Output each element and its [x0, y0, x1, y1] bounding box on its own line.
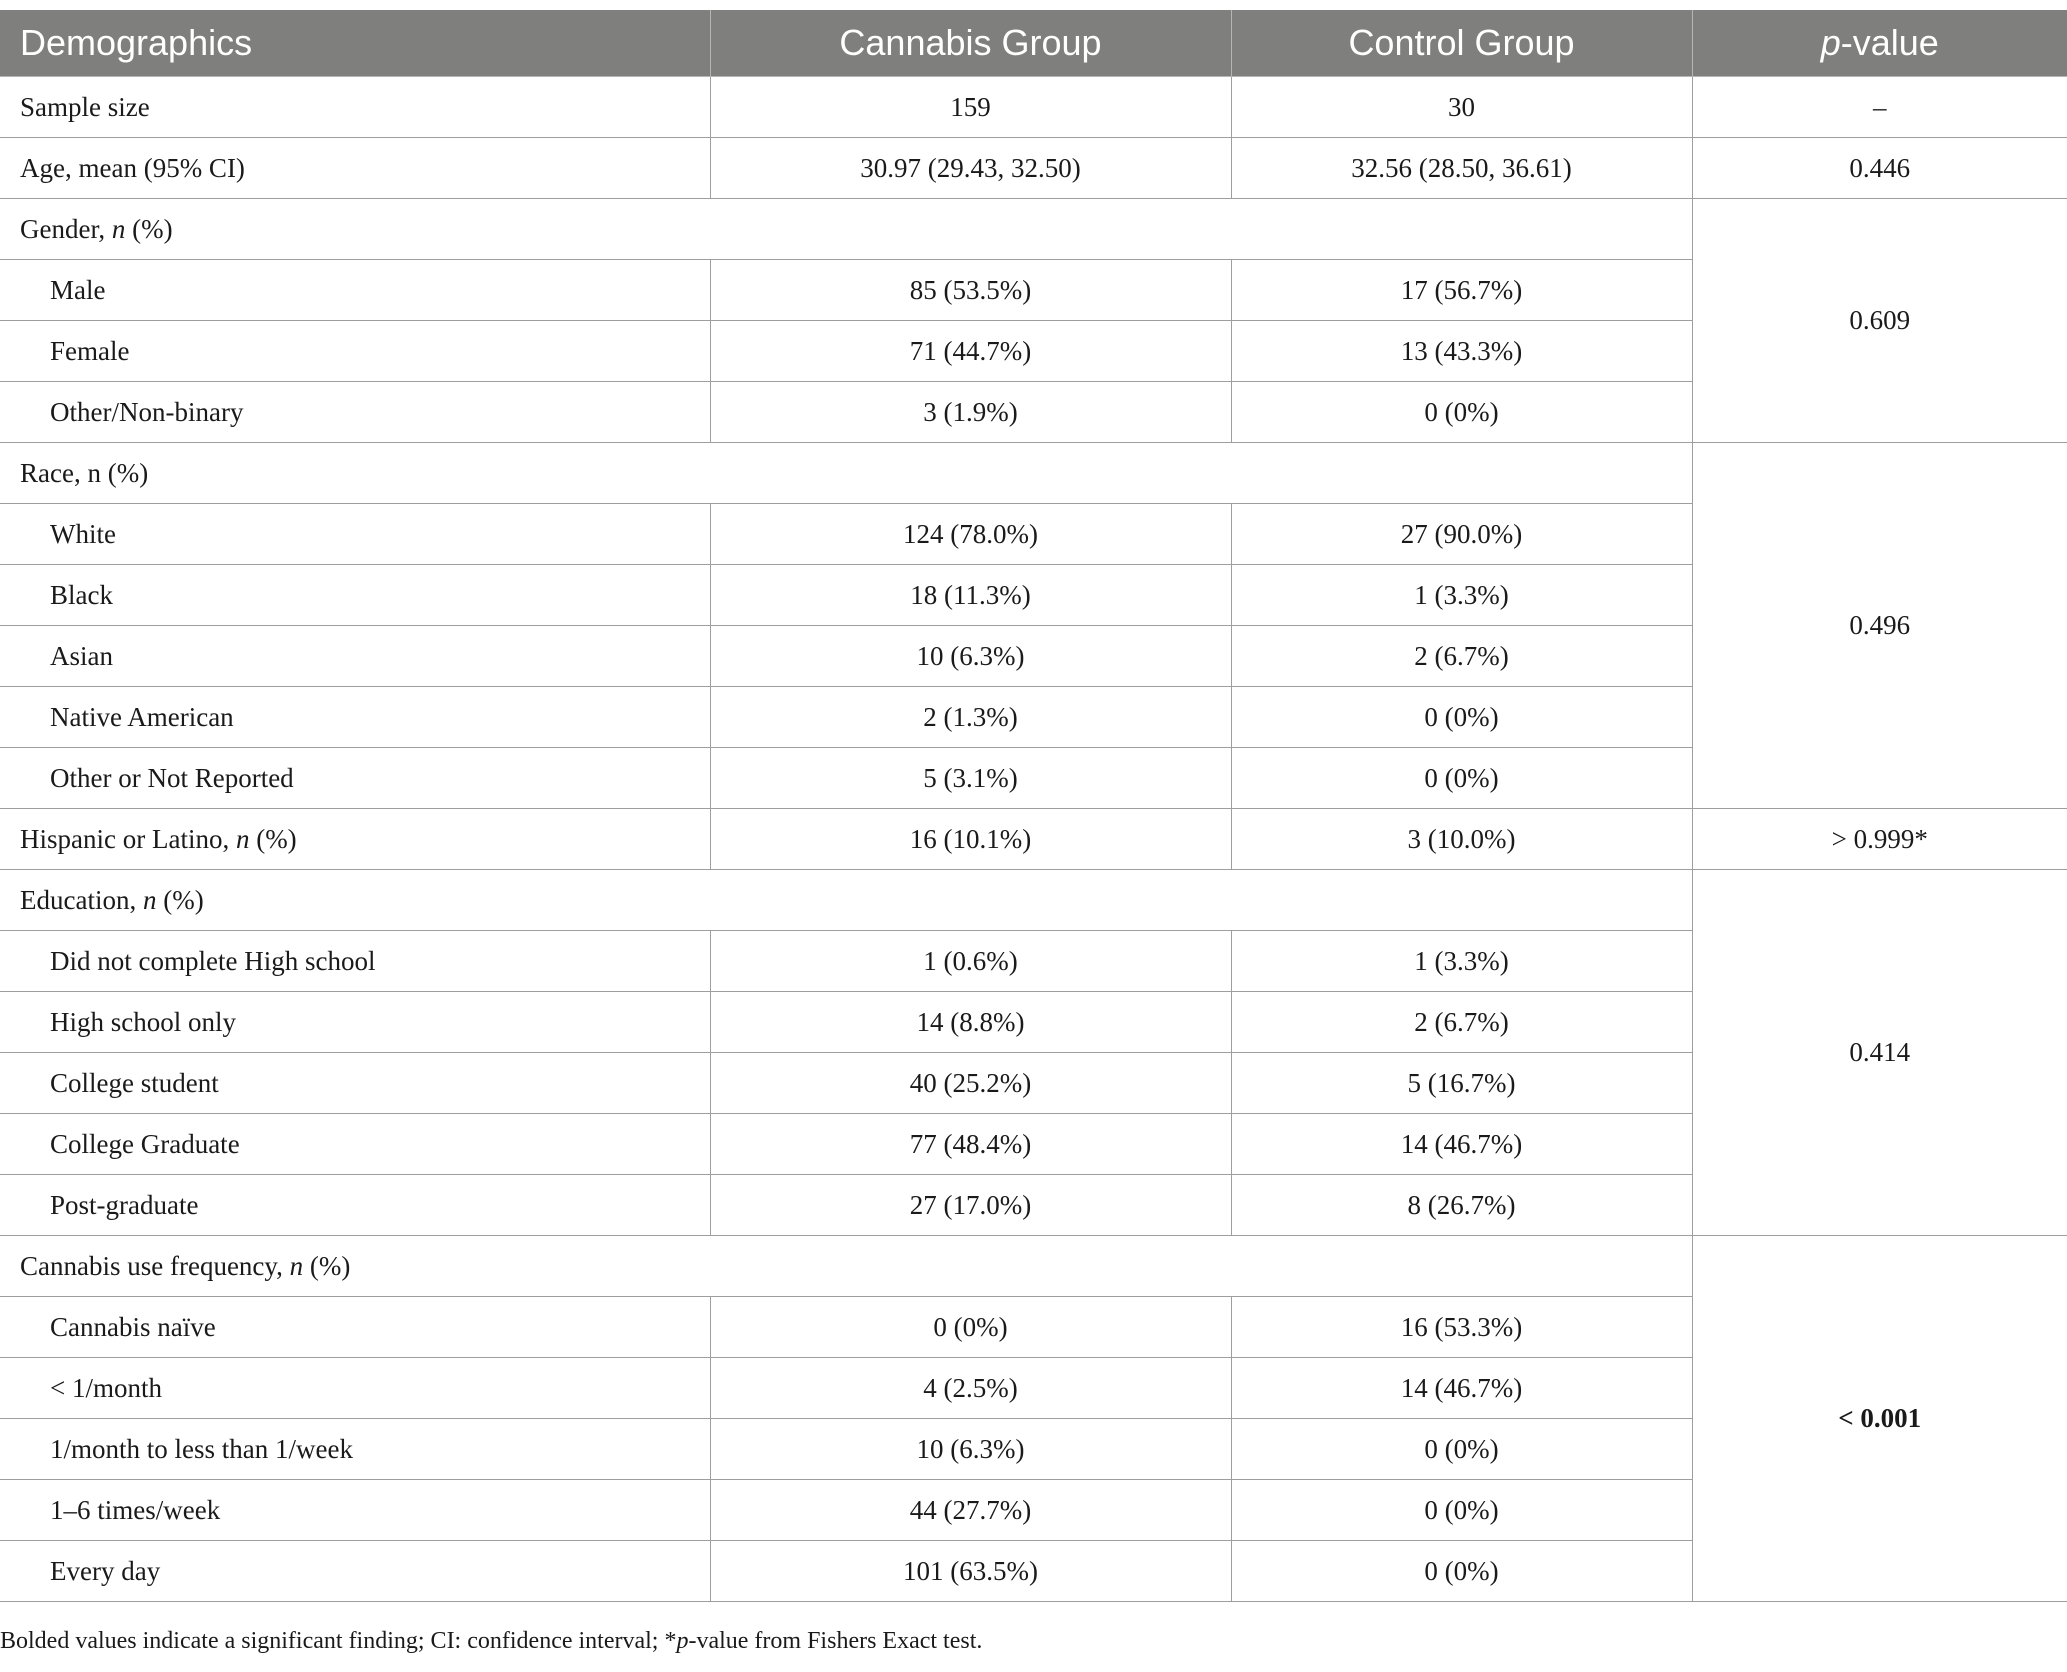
cannabis-value: 16 (10.1%)	[710, 809, 1231, 870]
header-control-group: Control Group	[1231, 10, 1692, 77]
table-body	[0, 77, 2067, 1602]
cannabis-value: 159	[710, 77, 1231, 138]
control-value: 30	[1231, 77, 1692, 138]
demographics-table-container	[0, 10, 2067, 1602]
row-label: Native American	[0, 687, 710, 748]
table-row-age	[0, 138, 2067, 199]
control-value: 1 (3.3%)	[1231, 565, 1692, 626]
cannabis-value: 77 (48.4%)	[710, 1114, 1231, 1175]
row-label: White	[0, 504, 710, 565]
table-row-sample-size	[0, 77, 2067, 138]
control-value: 5 (16.7%)	[1231, 1053, 1692, 1114]
section-label-race: Race, n (%)	[0, 443, 1692, 504]
control-value: 0 (0%)	[1231, 382, 1692, 443]
table-row-hispanic	[0, 809, 2067, 870]
cannabis-value: 3 (1.9%)	[710, 382, 1231, 443]
table-row-gender-header	[0, 199, 2067, 260]
control-value: 0 (0%)	[1231, 1419, 1692, 1480]
row-label: Cannabis naïve	[0, 1297, 710, 1358]
cannabis-value: 10 (6.3%)	[710, 626, 1231, 687]
header-cannabis-group: Cannabis Group	[710, 10, 1231, 77]
cannabis-value: 30.97 (29.43, 32.50)	[710, 138, 1231, 199]
row-label: Post-graduate	[0, 1175, 710, 1236]
cannabis-value: 27 (17.0%)	[710, 1175, 1231, 1236]
control-value: 8 (26.7%)	[1231, 1175, 1692, 1236]
footnote-text: Bolded values indicate a significant finding; CI: confidence interval; *	[0, 1628, 677, 1654]
row-label: Other/Non-binary	[0, 382, 710, 443]
label-text: Gender,	[20, 213, 112, 244]
row-label: College student	[0, 1053, 710, 1114]
cannabis-value: 40 (25.2%)	[710, 1053, 1231, 1114]
p-value: –	[1692, 77, 2067, 138]
control-value: 1 (3.3%)	[1231, 931, 1692, 992]
cannabis-value: 14 (8.8%)	[710, 992, 1231, 1053]
p-value-frequency: < 0.001	[1692, 1236, 2067, 1602]
control-value: 0 (0%)	[1231, 687, 1692, 748]
control-value: 2 (6.7%)	[1231, 626, 1692, 687]
row-label: Asian	[0, 626, 710, 687]
control-value: 0 (0%)	[1231, 1541, 1692, 1602]
row-label: Female	[0, 321, 710, 382]
p-value: > 0.999*	[1692, 809, 2067, 870]
table-row-education-header	[0, 870, 2067, 931]
footnote-text-end: -value from Fishers Exact test.	[688, 1628, 983, 1654]
row-label: Age, mean (95% CI)	[0, 138, 710, 199]
cannabis-value: 124 (78.0%)	[710, 504, 1231, 565]
row-label: Every day	[0, 1541, 710, 1602]
row-label: Did not complete High school	[0, 931, 710, 992]
section-label-frequency	[0, 1236, 1692, 1297]
label-text: (%)	[249, 823, 297, 854]
label-text: Cannabis use frequency,	[20, 1250, 290, 1281]
section-label-education	[0, 870, 1692, 931]
control-value: 27 (90.0%)	[1231, 504, 1692, 565]
label-n: n	[111, 213, 126, 244]
control-value: 0 (0%)	[1231, 748, 1692, 809]
label-text: (%)	[303, 1250, 351, 1281]
table-row-race-header	[0, 443, 2067, 504]
label-n: n	[289, 1250, 304, 1281]
footnote-p-italic: p	[676, 1628, 689, 1654]
cannabis-value: 71 (44.7%)	[710, 321, 1231, 382]
row-label-hispanic	[0, 809, 710, 870]
header-p-value	[1692, 10, 2067, 77]
label-n: n	[235, 823, 250, 854]
section-label-gender	[0, 199, 1692, 260]
cannabis-value: 5 (3.1%)	[710, 748, 1231, 809]
label-n: n	[142, 884, 157, 915]
label-text: Education,	[20, 884, 143, 915]
header-p-rest: -value	[1840, 22, 1939, 63]
row-label: High school only	[0, 992, 710, 1053]
table-header	[0, 10, 2067, 77]
control-value: 0 (0%)	[1231, 1480, 1692, 1541]
cannabis-value: 44 (27.7%)	[710, 1480, 1231, 1541]
p-value-education: 0.414	[1692, 870, 2067, 1236]
cannabis-value: 85 (53.5%)	[710, 260, 1231, 321]
p-value-gender: 0.609	[1692, 199, 2067, 443]
row-label: Other or Not Reported	[0, 748, 710, 809]
control-value: 2 (6.7%)	[1231, 992, 1692, 1053]
cannabis-value: 0 (0%)	[710, 1297, 1231, 1358]
control-value: 3 (10.0%)	[1231, 809, 1692, 870]
header-row	[0, 10, 2067, 77]
control-value: 14 (46.7%)	[1231, 1358, 1692, 1419]
cannabis-value: 1 (0.6%)	[710, 931, 1231, 992]
control-value: 32.56 (28.50, 36.61)	[1231, 138, 1692, 199]
row-label: Black	[0, 565, 710, 626]
row-label: College Graduate	[0, 1114, 710, 1175]
row-label: Male	[0, 260, 710, 321]
demographics-table	[0, 10, 2067, 1602]
control-value: 13 (43.3%)	[1231, 321, 1692, 382]
p-value: 0.446	[1692, 138, 2067, 199]
table-footnote	[0, 1628, 982, 1655]
control-value: 16 (53.3%)	[1231, 1297, 1692, 1358]
label-text: (%)	[125, 213, 173, 244]
control-value: 17 (56.7%)	[1231, 260, 1692, 321]
header-p-italic: p	[1820, 22, 1841, 63]
p-value-race: 0.496	[1692, 443, 2067, 809]
cannabis-value: 10 (6.3%)	[710, 1419, 1231, 1480]
row-label: Sample size	[0, 77, 710, 138]
header-demographics: Demographics	[0, 10, 710, 77]
label-text: Hispanic or Latino,	[20, 823, 236, 854]
row-label: 1–6 times/week	[0, 1480, 710, 1541]
cannabis-value: 4 (2.5%)	[710, 1358, 1231, 1419]
cannabis-value: 101 (63.5%)	[710, 1541, 1231, 1602]
table-row-frequency-header	[0, 1236, 2067, 1297]
cannabis-value: 18 (11.3%)	[710, 565, 1231, 626]
row-label: < 1/month	[0, 1358, 710, 1419]
control-value: 14 (46.7%)	[1231, 1114, 1692, 1175]
cannabis-value: 2 (1.3%)	[710, 687, 1231, 748]
row-label: 1/month to less than 1/week	[0, 1419, 710, 1480]
label-text: (%)	[156, 884, 204, 915]
